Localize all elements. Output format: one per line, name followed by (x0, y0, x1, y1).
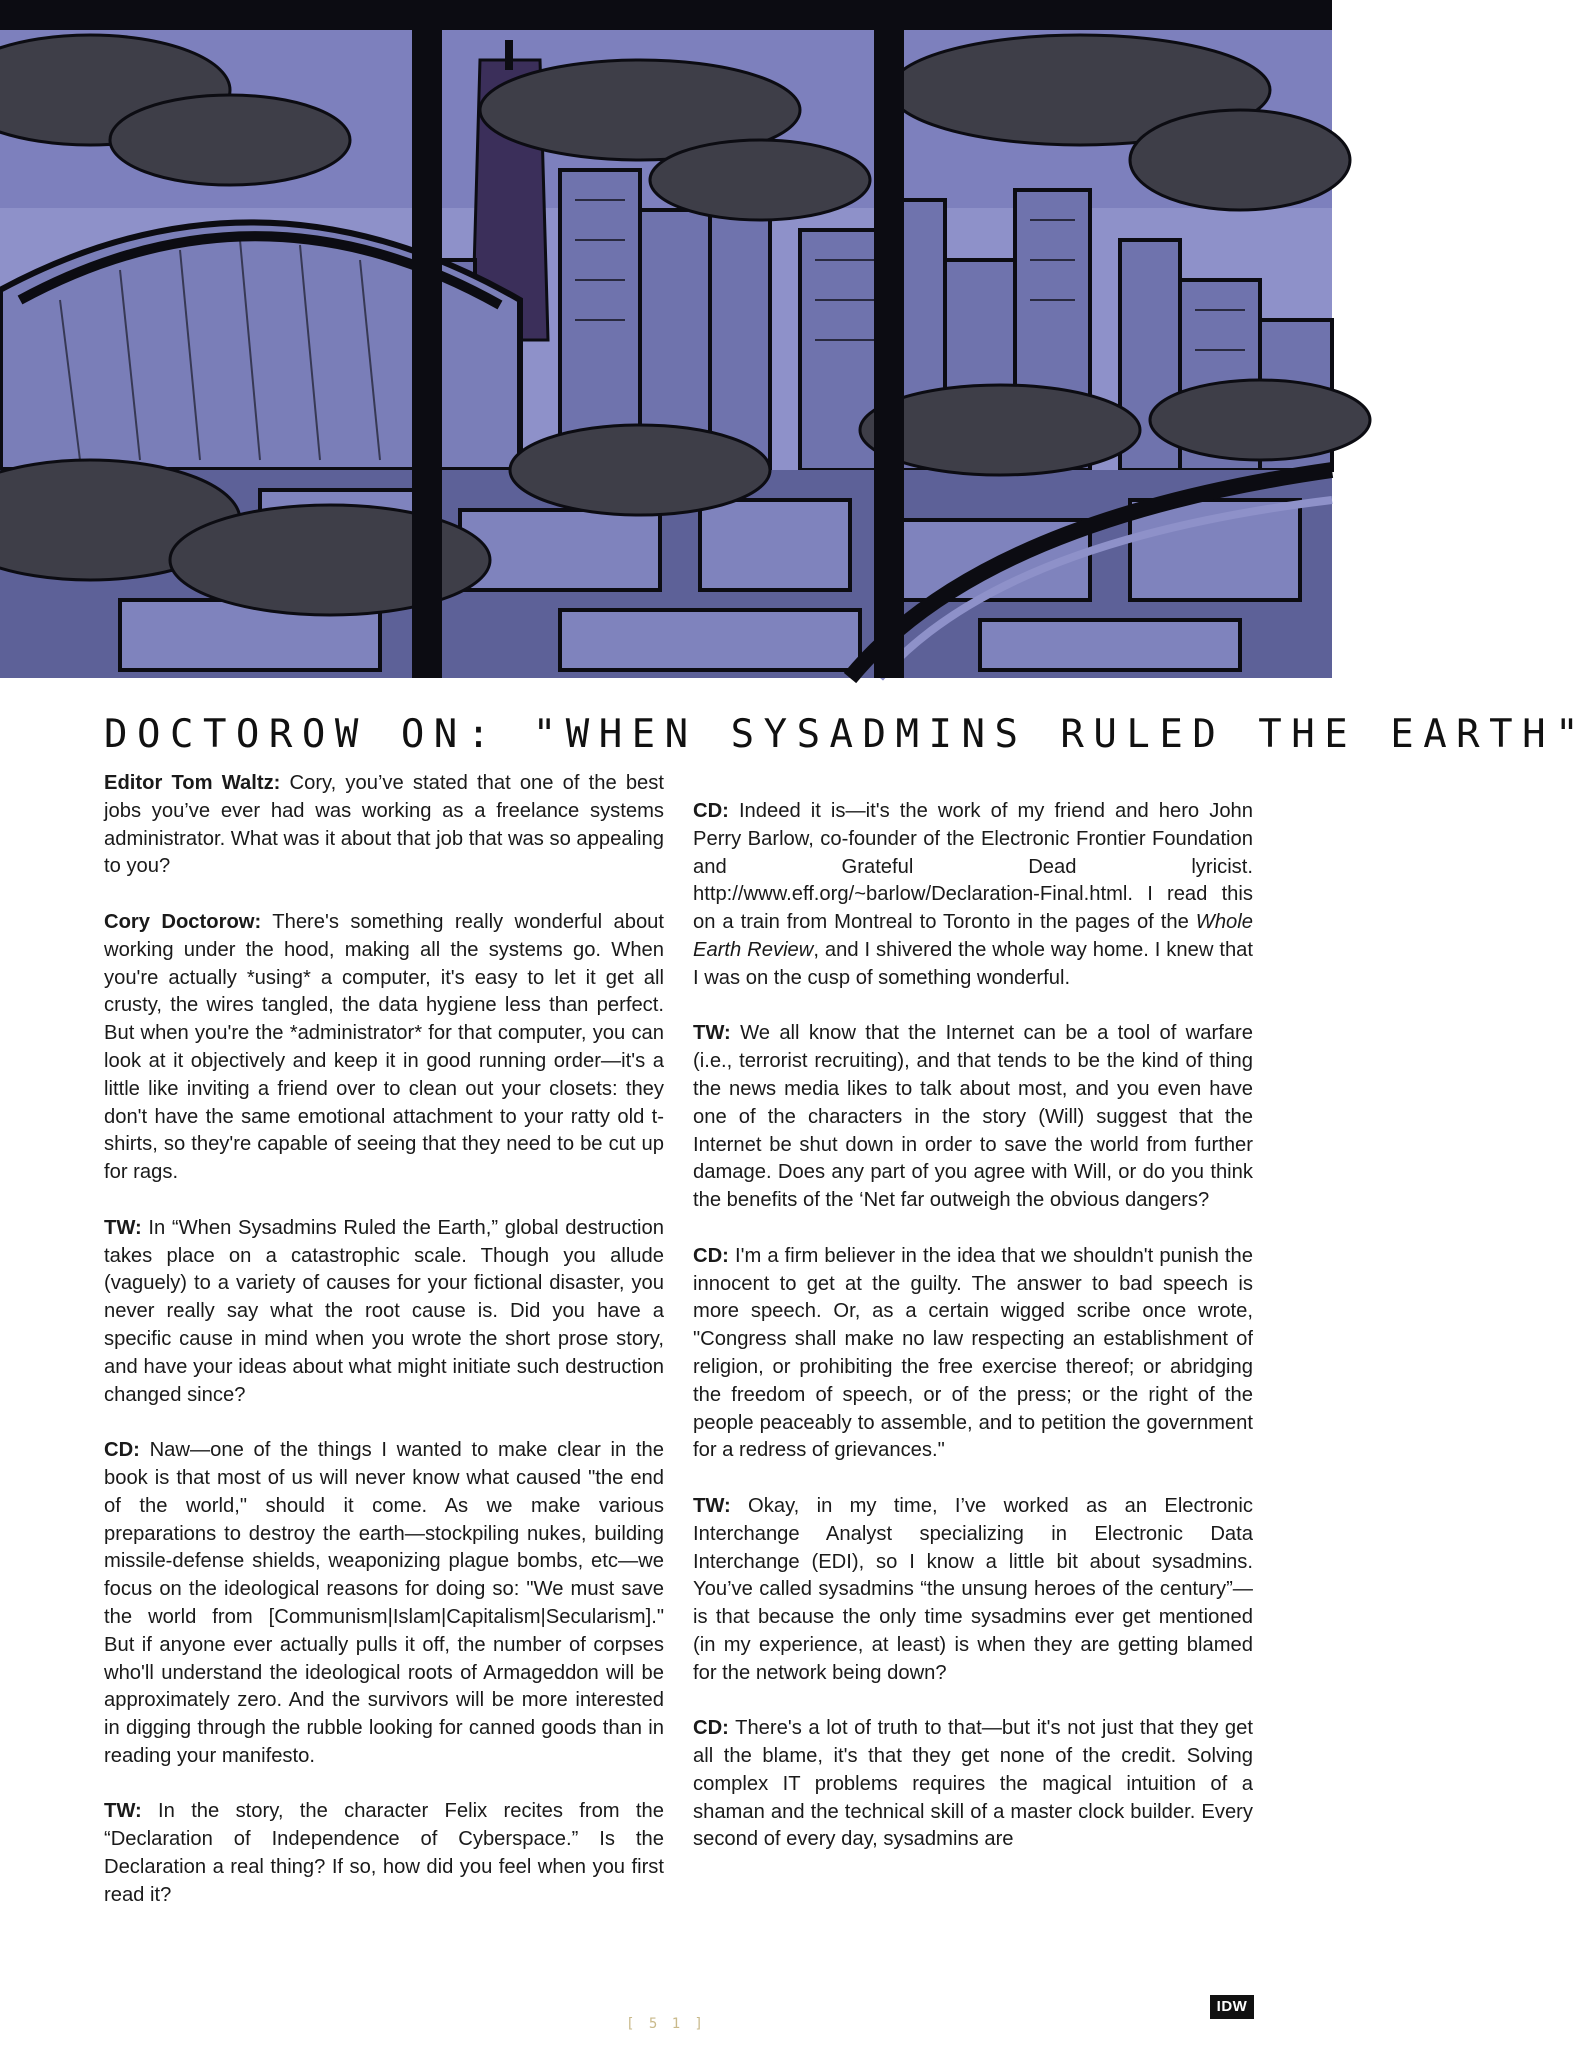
paragraph (693, 798, 1253, 993)
publication-title: Whole Earth Review (693, 911, 1253, 961)
paragraph-text: Indeed it is—it's the work of my friend and hero John Perry Barlow, co-founder of the Electronic Frontier Foundation and Grateful Dead lyricist. http://www.eff.org/~barlow/Declaration-Final.html. I read this on a train from Montreal to Toronto in the pages of the (693, 800, 1253, 934)
speaker-label: TW: (104, 1800, 142, 1823)
paragraph-text: There's something really wonderful about working under the hood, making all the systems go. When you're actually *using* a computer, it's easy to let it get all crusty, the wires tangled, the data hygiene less than perfect. But when you're the *administrator* for that computer, you can look at it objectively and keep it in good running order—it's a little like inviting a friend over to clean out your closets: they don't have the same emotional attachment to your ratty old t-shirts, so they're capable of seeing that they need to be cut up for rags. (104, 910, 665, 1184)
right-text-column (693, 798, 1253, 1882)
article-headline: DOCTOROW ON: "WHEN SYSADMINS RULED THE EARTH" (104, 712, 1588, 757)
speaker-label: CD: (693, 1244, 729, 1267)
speaker-label: TW: (693, 1494, 731, 1517)
speaker-label: CD: (693, 800, 729, 822)
paragraph-text: Okay, in my time, I’ve worked as an Electronic Interchange Analyst specializing in Electronic Data Interchange (EDI), so I know a little bit about sysadmins. You’ve called sysadmins “the unsung heroes of the century”—is that because the only time sysadmins ever get mentioned (in my experience, at least) is when they are getting blamed for the network being down? (693, 1494, 1253, 1684)
paragraph-text: In “When Sysadmins Ruled the Earth,” global destruction takes place on a catastrophic scale. Though you allude (vaguely) to a variety of causes for your fictional disaster, you never really say what the root cause is. Did you have a specific cause in mind when you wrote the short prose story, and have your ideas about what might initiate such destruction changed since? (104, 1216, 664, 1406)
publisher-logo: IDW (1210, 1995, 1254, 2019)
speaker-label: TW: (104, 1216, 142, 1239)
speaker-label: CD: (104, 1439, 140, 1462)
paragraph (104, 770, 664, 881)
paragraph-text: In the story, the character Felix recites from the “Declaration of Independence of Cyberspace.” Is the Declaration a real thing? If so, how did you feel when you first read it? (104, 1800, 664, 1906)
paragraph (693, 1493, 1253, 1688)
paragraph (104, 1798, 664, 1909)
paragraph (104, 1437, 664, 1771)
left-text-column (104, 770, 664, 1937)
paragraph-text: Cory, you’ve stated that one of the best jobs you’ve ever had was working as a freelance systems administrator. What was it about that job that was so appealing to you? (104, 772, 664, 878)
paragraph-text: We all know that the Internet can be a tool of warfare (i.e., terrorist recruiting), and that tends to be the kind of thing the news media likes to talk about most, and you even have one of the characters in the story (Will) suggest that the Internet be shut down in order to save the world from further damage. Does any part of you agree with Will, or do you think the benefits of the ‘Net far outweigh the obvious dangers? (693, 1022, 1253, 1212)
city-skyline-art (0, 0, 1332, 678)
paragraph (693, 1243, 1253, 1465)
paragraph-text: , and I shivered the whole way home. I knew that I was on the cusp of something wonderful. (693, 938, 1254, 989)
comic-panel-illustration (0, 0, 1332, 678)
speaker-label: CD: (693, 1717, 729, 1740)
paragraph-text: I'm a firm believer in the idea that we shouldn't punish the innocent to get at the guilty. The answer to bad speech is more speech. Or, as a certain wigged scribe once wrote, "Congress shall make no law respecting an establishment of religion, or prohibiting the free exercise thereof; or abridging the freedom of speech, or of the press; or the right of the people peaceably to assemble, and to petition the government for a redress of grievances." (693, 1244, 1253, 1462)
speaker-label: TW: (693, 1022, 731, 1045)
paragraph-text: There's a lot of truth to that—but it's not just that they get all the blame, it's that they get none of the credit. Solving complex IT problems requires the magical intuition of a shaman and the technical skill of a master clock builder. Every second of every day, sysadmins are (693, 1717, 1253, 1851)
paragraph (104, 909, 664, 1187)
paragraph (693, 1020, 1253, 1215)
paragraph (104, 1215, 664, 1410)
speaker-label: Editor Tom Waltz: (104, 772, 281, 794)
paragraph-text: Naw—one of the things I wanted to make clear in the book is that most of us will never know what caused "the end of the world," should it come. As we make various preparations to destroy the earth—stockpiling nukes, building missile-defense shields, weaponizing plague bombs, etc—we focus on the ideological reasons for doing so: "We must save the world from [Communism|Islam|Capitalism|Secularism]." But if anyone ever actually pulls it off, the number of corpses who'll understand the ideological roots of Armageddon will be approximately zero. And the survivors will be more interested in digging through the rubble looking for canned goods than in reading your manifesto. (104, 1439, 664, 1767)
page-number: [ 5 1 ] (625, 2016, 706, 2032)
speaker-label: Cory Doctorow: (104, 910, 262, 933)
paragraph (693, 1715, 1253, 1854)
